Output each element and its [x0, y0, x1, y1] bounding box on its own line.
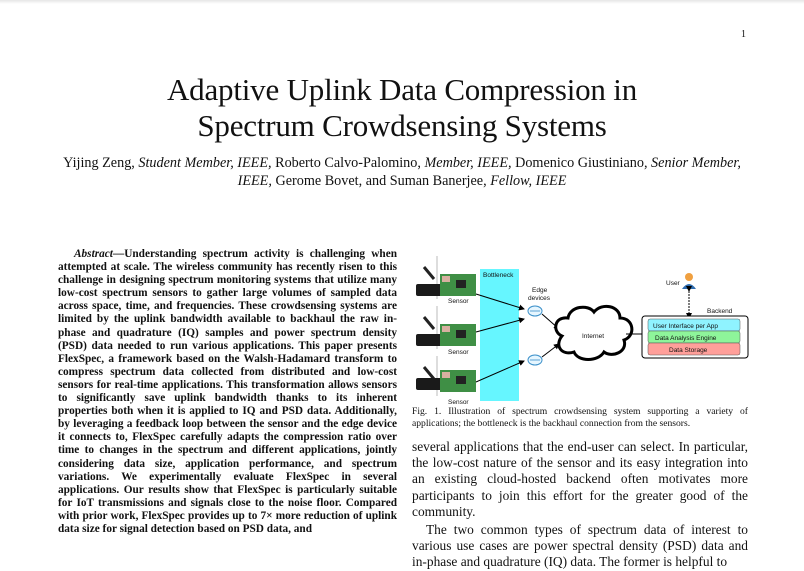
paper-title [100, 72, 704, 144]
router-icon [528, 355, 542, 365]
abstract [58, 248, 397, 536]
body-paragraph: several applications that the end-user can select. In particular, the low-cost nature of the sensor and its easy integration into an existing cloud-hosted backend often motivates more participants to join this effort for the greater good of the community. [412, 439, 748, 519]
internet-label: Internet [582, 333, 605, 340]
abstract-label: Abstract [74, 248, 113, 260]
backend-label: Backend [707, 308, 733, 315]
backend-layer-storage: Data Storage [669, 347, 708, 354]
author-name: Domenico Giustiniano, [515, 155, 648, 171]
sensor-label: Sensor [448, 298, 469, 305]
abstract-text: Understanding spectrum activity is challenging when attempted at scale. The wireless community has recently risen to this challenge in designing spectrum monitoring systems that utilize many low-cost spectrum sensors to gather large volumes of sampled data across space, time, and frequencies. These crowdsensing systems are limited by the uplink bandwidth available to backhaul the raw in-phase and quadrature (IQ) samples and power spectrum density (PSD) data needed to run various applications. This paper presents FlexSpec, a framework based on the Walsh-Hadamard transform to compress spectrum data collected from distributed and low-cost sensors for real-time applications. This transformation allows sensors to significantly save uplink bandwidth thanks to its inherent properties both when it is applied to IQ and PSD data. Additionally, by leveraging a feedback loop between the sensor and the edge device it connects to, FlexSpec carefully adapts the compression ratio over time to changes in the spectrum and different applications, jointly considering data size, application performance, and spectrum variations. We experimentally evaluate FlexSpec in several applications. Our results show that FlexSpec is particularly suitable for IoT transmissions and signals close to the noise floor. Compared with prior work, FlexSpec provides up to 7× more reduction of uplink data size for signal detection based on PSD data, and [58, 248, 397, 535]
abstract-paragraph [58, 248, 397, 536]
author-role: Senior Member, IEEE, [237, 155, 741, 189]
viewer-top-shadow [0, 0, 804, 4]
bottleneck-band [480, 269, 519, 401]
backend-layer-ui: User Interface per App [653, 323, 719, 330]
sensor-label: Sensor [448, 399, 469, 406]
abstract-dash: — [112, 248, 125, 260]
backend-layer-analysis: Data Analysis Engine [655, 335, 717, 342]
sensor-3 [416, 356, 476, 406]
body-paragraph: The two common types of spectrum data of interest to various use cases are power spectral density (PSD) data and in-phase and quadrature (IQ) data. The former is helpful to [412, 522, 748, 570]
author-name: Roberto Calvo-Palomino, [275, 155, 421, 171]
author-name: Gerome Bovet, [275, 173, 363, 189]
figure-1 [412, 244, 752, 406]
bottleneck-label: Bottleneck [483, 272, 514, 279]
author-role: Member, IEEE, [424, 155, 512, 171]
edge-label-line1: Edge [532, 287, 548, 294]
title-line-2: Spectrum Crowdsensing Systems [197, 108, 607, 143]
router-icon [528, 306, 542, 316]
sensor-2 [416, 306, 476, 356]
author-name: Yijing Zeng, [63, 155, 135, 171]
author-role: Fellow, IEEE [490, 173, 567, 189]
author-name: and Suman Banerjee, [365, 173, 487, 189]
user-icon [682, 273, 696, 289]
title-line-1: Adaptive Uplink Data Compression in [167, 72, 637, 107]
sensor-label: Sensor [448, 349, 469, 356]
body-column-right [412, 439, 748, 571]
author-list [60, 154, 744, 190]
edge-label-line2: devices [528, 295, 551, 302]
sensor-1 [416, 256, 476, 305]
page-number: 1 [741, 29, 746, 40]
user-label: User [666, 280, 680, 287]
author-role: Student Member, IEEE, [138, 155, 272, 171]
figure-caption: Fig. 1. Illustration of spectrum crowdsensing system supporting a variety of applications; the bottleneck is the backhaul connection from the sensors. [412, 406, 748, 429]
